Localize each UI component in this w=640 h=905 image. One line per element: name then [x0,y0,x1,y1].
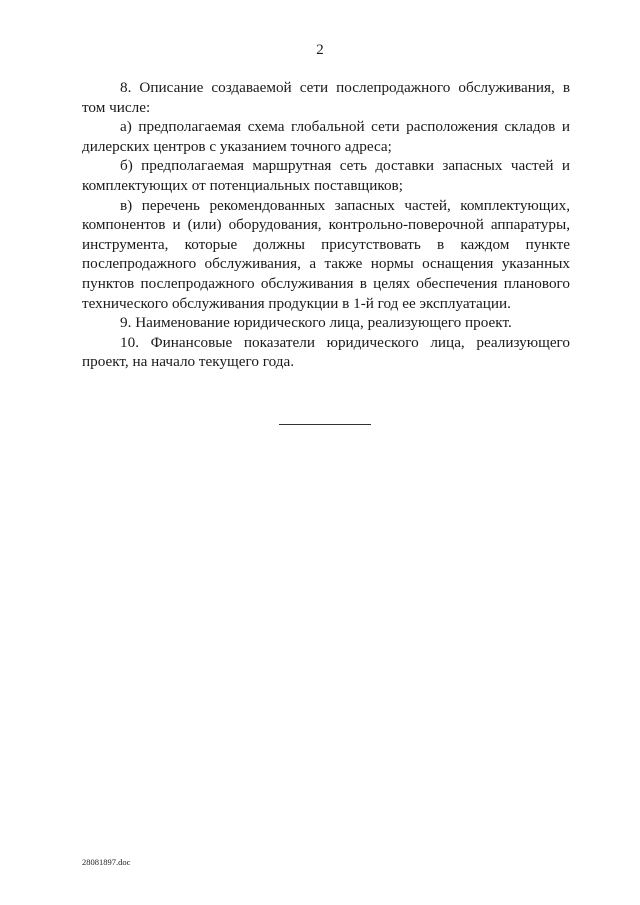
paragraph-item-10: 10. Финансовые показатели юридического лица, реализующего проект, на начало текущего года. [82,333,570,371]
footer-filename: 28081897.doc [82,857,131,867]
paragraph-item-8b: б) предполагаемая маршрутная сеть доставки запасных частей и комплектующих от потенциальных поставщиков; [82,157,570,194]
section-divider-line [279,424,371,425]
paragraph-item-9: 9. Наименование юридического лица, реализующего проект. [120,314,512,332]
page-number: 2 [316,42,324,58]
document-body [82,78,570,372]
paragraph-item-8v: в) перечень рекомендованных запасных частей, комплектующих, компонентов и (или) оборудования, контрольно-поверочной аппаратуры, инструмента, которые должны присутствовать в каждом пункте послепродажного обслуживания, а также нормы оснащения указанных пунктов послепродажного обслуживания в целях обеспечения планового технического обслуживания продукции в 1-й год ее эксплуатации. [82,196,570,312]
paragraph-item-8: 8. Описание создаваемой сети послепродажного обслуживания, в том числе: [82,79,570,116]
paragraph-item-8a: а) предполагаемая схема глобальной сети расположения складов и дилерских центров с указанием точного адреса; [82,118,570,155]
